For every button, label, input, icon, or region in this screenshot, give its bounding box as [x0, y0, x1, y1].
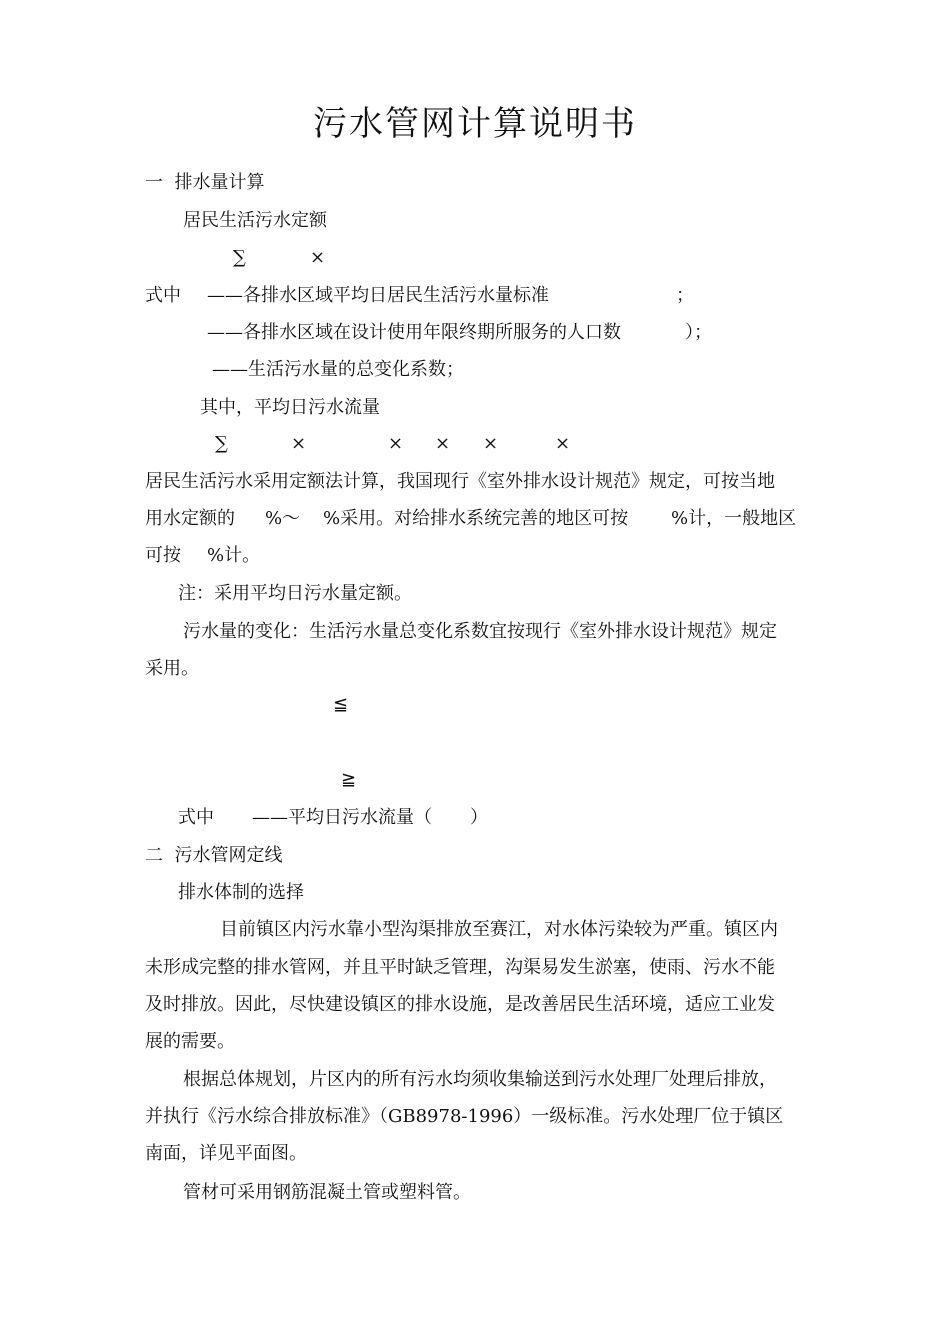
formula-2-times-1: ×	[291, 433, 307, 454]
section-2-para-1-line-1: 目前镇区内污水靠小型沟渠排放至赛江，对水体污染较为严重。镇区内	[220, 919, 778, 940]
section-2-para-2-line-3: 南面，详见平面图。	[145, 1143, 307, 1164]
formula-2-sum: ∑	[215, 433, 228, 454]
document-title: 污水管网计算说明书	[313, 104, 637, 144]
paragraph-1-line-3a: 可按	[145, 545, 181, 566]
formula-2-times-2: ×	[388, 433, 404, 454]
definition-1-end: ；	[676, 285, 694, 306]
paragraph-2-line-1: 污水量的变化：生活污水量总变化系数宜按现行《室外排水设计规范》规定	[183, 621, 777, 642]
paragraph-2-line-2: 采用。	[145, 658, 199, 679]
section-2-heading: 二 污水管网定线	[145, 845, 283, 866]
less-equal-symbol: ≦	[333, 694, 349, 715]
definition-2: ——各排水区域在设计使用年限终期所服务的人口数	[207, 322, 621, 343]
section-1-subheading: 居民生活污水定额	[183, 210, 327, 231]
average-flow-note: 其中，平均日污水流量	[200, 397, 380, 418]
section-2-para-2-line-1: 根据总体规划，片区内的所有污水均须收集输送到污水处理厂处理后排放，	[183, 1069, 777, 1090]
section-2-para-2-line-2: 并执行《污水综合排放标准》（GB8978-1996）一级标准。污水处理厂位于镇区	[145, 1106, 784, 1127]
definition-1: ——各排水区域平均日居民生活污水量标准	[207, 285, 549, 306]
section-2-para-1-line-4: 展的需要。	[145, 1031, 235, 1052]
formula-1-sum: ∑	[233, 247, 246, 268]
note: 注：采用平均日污水量定额。	[178, 583, 412, 604]
paragraph-1-line-3b: %计。	[207, 545, 261, 566]
where-definition-end: ）	[470, 807, 488, 828]
paragraph-1-line-2b: %～	[265, 508, 301, 529]
formula-2-times-4: ×	[483, 433, 499, 454]
where-label-2: 式中	[178, 807, 214, 828]
where-label: 式中	[145, 285, 181, 306]
section-2-subheading: 排水体制的选择	[178, 882, 304, 903]
definition-2-end: ）；	[685, 322, 712, 343]
paragraph-1-line-2d: %计，一般地区	[671, 508, 797, 529]
formula-2-times-3: ×	[435, 433, 451, 454]
formula-1-times: ×	[310, 247, 326, 268]
section-2-para-1-line-3: 及时排放。因此，尽快建设镇区的排水设施，是改善居民生活环境，适应工业发	[145, 994, 775, 1015]
formula-2-times-5: ×	[555, 433, 571, 454]
section-2-para-1-line-2: 未形成完整的排水管网，并且平时缺乏管理，沟渠易发生淤塞，使雨、污水不能	[145, 957, 775, 978]
definition-3: ——生活污水量的总变化系数；	[212, 359, 464, 380]
section-1-heading: 一 排水量计算	[145, 172, 265, 193]
greater-equal-symbol: ≧	[341, 769, 357, 790]
paragraph-1-line-2a: 用水定额的	[145, 508, 235, 529]
section-2-para-3: 管材可采用钢筋混凝土管或塑料管。	[183, 1182, 471, 1203]
where-definition: ——平均日污水流量（	[252, 807, 432, 828]
paragraph-1-line-1: 居民生活污水采用定额法计算，我国现行《室外排水设计规范》规定，可按当地	[145, 471, 775, 492]
paragraph-1-line-2c: %采用。对给排水系统完善的地区可按	[323, 508, 629, 529]
